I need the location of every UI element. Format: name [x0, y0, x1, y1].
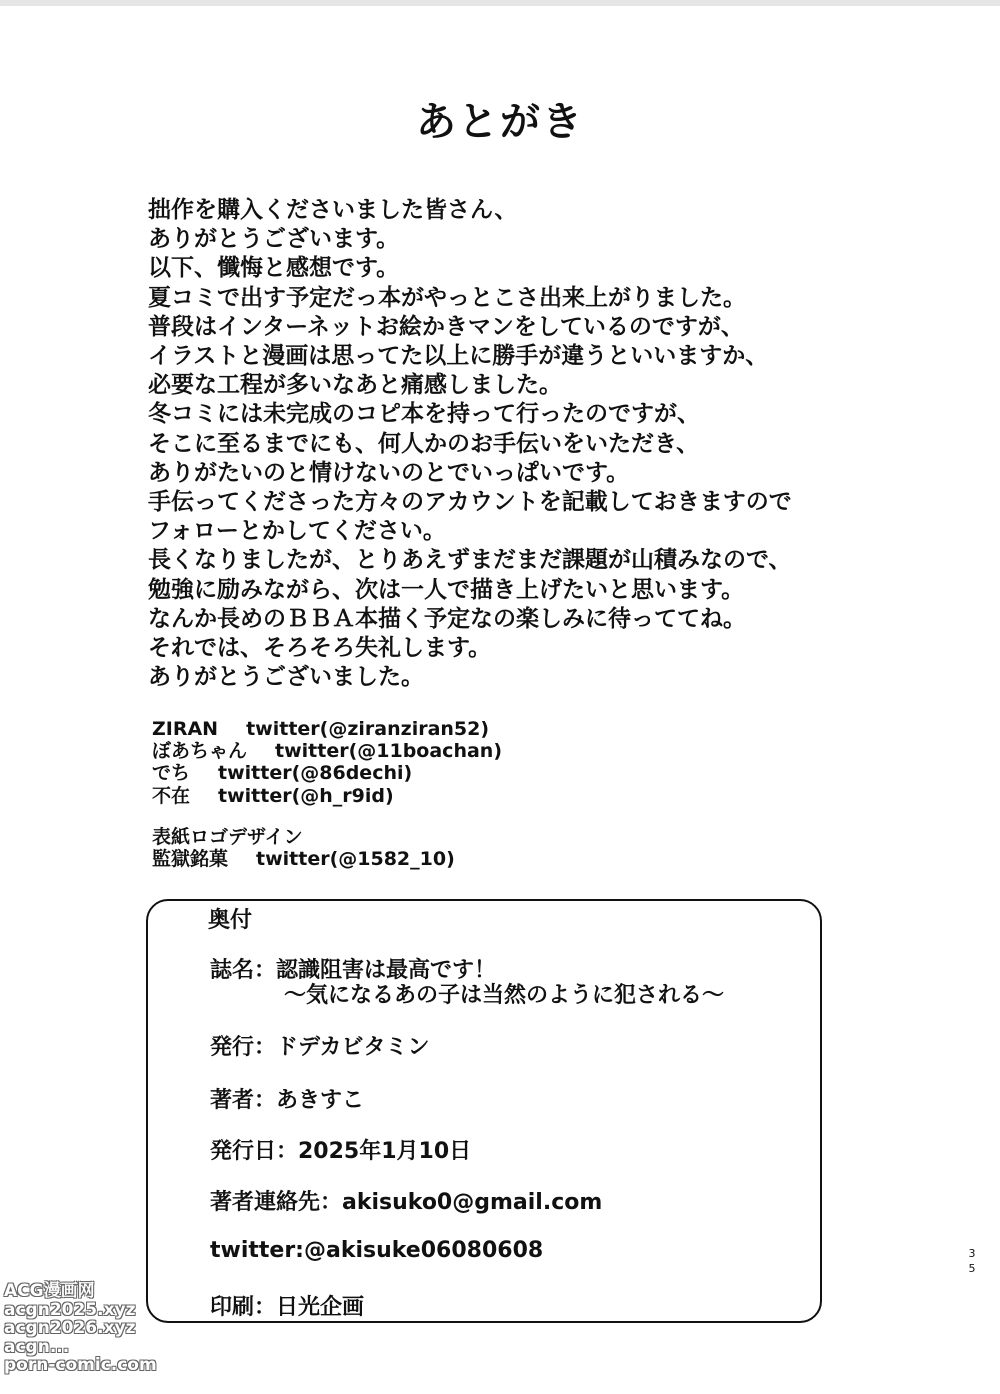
colophon-box	[146, 899, 822, 1323]
helper-name: でち	[152, 762, 191, 785]
helper-name: ぼあちゃん	[152, 740, 248, 763]
watermark	[4, 1282, 157, 1375]
afterword-line: そこに至るまでにも、何人かのお手伝いをいただき、	[148, 430, 700, 457]
afterword-line: なんか長めのＢＢＡ本描く予定なの楽しみに待っててね。	[148, 605, 746, 632]
page-title: あとがき	[416, 99, 584, 145]
logo-credit-handle: twitter(@1582_10)	[256, 848, 455, 871]
afterword-body	[148, 196, 888, 692]
logo-design-credit	[152, 826, 455, 871]
helper-name: ZIRAN	[152, 718, 219, 740]
afterword-line: 拙作を購入くださいました皆さん、	[148, 197, 518, 223]
helper-credit-row	[152, 718, 502, 740]
helper-credits	[152, 718, 502, 807]
afterword-line: ありがたいのと情けないのとでいっぱいです。	[148, 459, 630, 486]
helper-handle: twitter(@ziranziran52)	[246, 718, 490, 740]
page-number-top-digit: 3	[968, 1247, 976, 1260]
watermark-line: acgn2026.xyz	[4, 1318, 136, 1338]
logo-credit-row	[152, 848, 455, 870]
colophon-contact: 著者連絡先：akisuko0@gmail.com	[210, 1190, 603, 1215]
watermark-line: acgn...	[4, 1336, 70, 1357]
afterword-line: ありがとうございました。	[148, 664, 424, 691]
helper-credit-row	[152, 785, 502, 807]
afterword-line: 普段はインターネットお絵かきマンをしているのですが、	[148, 313, 744, 340]
colophon-printing: 印刷：日光企画	[210, 1295, 365, 1320]
colophon-author: 著者：あきすこ	[210, 1088, 365, 1113]
logo-credit-name: 監獄銘菓	[152, 848, 229, 871]
afterword-line: 長くなりましたが、とりあえずまだまだ課題が山積みなので、	[148, 547, 792, 574]
watermark-line: ACG漫画网	[4, 1281, 95, 1301]
colophon-publisher: 発行：ドデカビタミン	[210, 1035, 430, 1060]
helper-handle: twitter(@86dechi)	[218, 762, 413, 785]
afterword-line: 勉強に励みながら、次は一人で描き上げたいと思います。	[148, 576, 745, 603]
page-top-border	[0, 0, 1000, 6]
helper-name: 不在	[152, 784, 191, 807]
page-number-bottom-digit: 5	[968, 1262, 976, 1275]
afterword-line: 必要な工程が多いなあと痛感しました。	[148, 372, 562, 399]
afterword-line: 以下、懺悔と感想です。	[148, 255, 400, 282]
afterword-line: 冬コミには未完成のコピ本を持って行ったのですが、	[148, 401, 700, 428]
afterword-line: 夏コミで出す予定だっ本がやっとこさ出来上がりました。	[148, 284, 746, 311]
colophon-twitter: twitter:@akisuke06080608	[210, 1238, 544, 1263]
helper-handle: twitter(@11boachan)	[275, 740, 503, 763]
colophon-magazine-subtitle: 〜気になるあの子は当然のように犯される〜	[284, 983, 725, 1008]
afterword-line: それでは、そろそろ失礼します。	[148, 635, 492, 662]
colophon-title: 奥付	[208, 908, 253, 933]
logo-credit-role: 表紙ロゴデザイン	[152, 826, 303, 848]
helper-credit-row	[152, 762, 502, 784]
afterword-line: イラストと漫画は思ってた以上に勝手が違うといいますか、	[148, 343, 769, 370]
afterword-line: 手伝ってくださった方々のアカウントを記載しておきますので	[148, 489, 792, 516]
page-number	[966, 1246, 978, 1276]
helper-credit-row	[152, 740, 502, 762]
colophon-publish-date: 発行日：2025年1月10日	[210, 1139, 472, 1164]
colophon-magazine-name: 誌名：認識阻害は最高です！	[210, 958, 497, 983]
watermark-line: acgn2025.xyz	[4, 1299, 136, 1320]
afterword-line: フォローとかしてください。	[148, 518, 446, 545]
watermark-line: porn-comic.com	[4, 1355, 157, 1375]
helper-handle: twitter(@h_r9id)	[218, 784, 394, 807]
afterword-line: ありがとうございます。	[148, 226, 400, 253]
